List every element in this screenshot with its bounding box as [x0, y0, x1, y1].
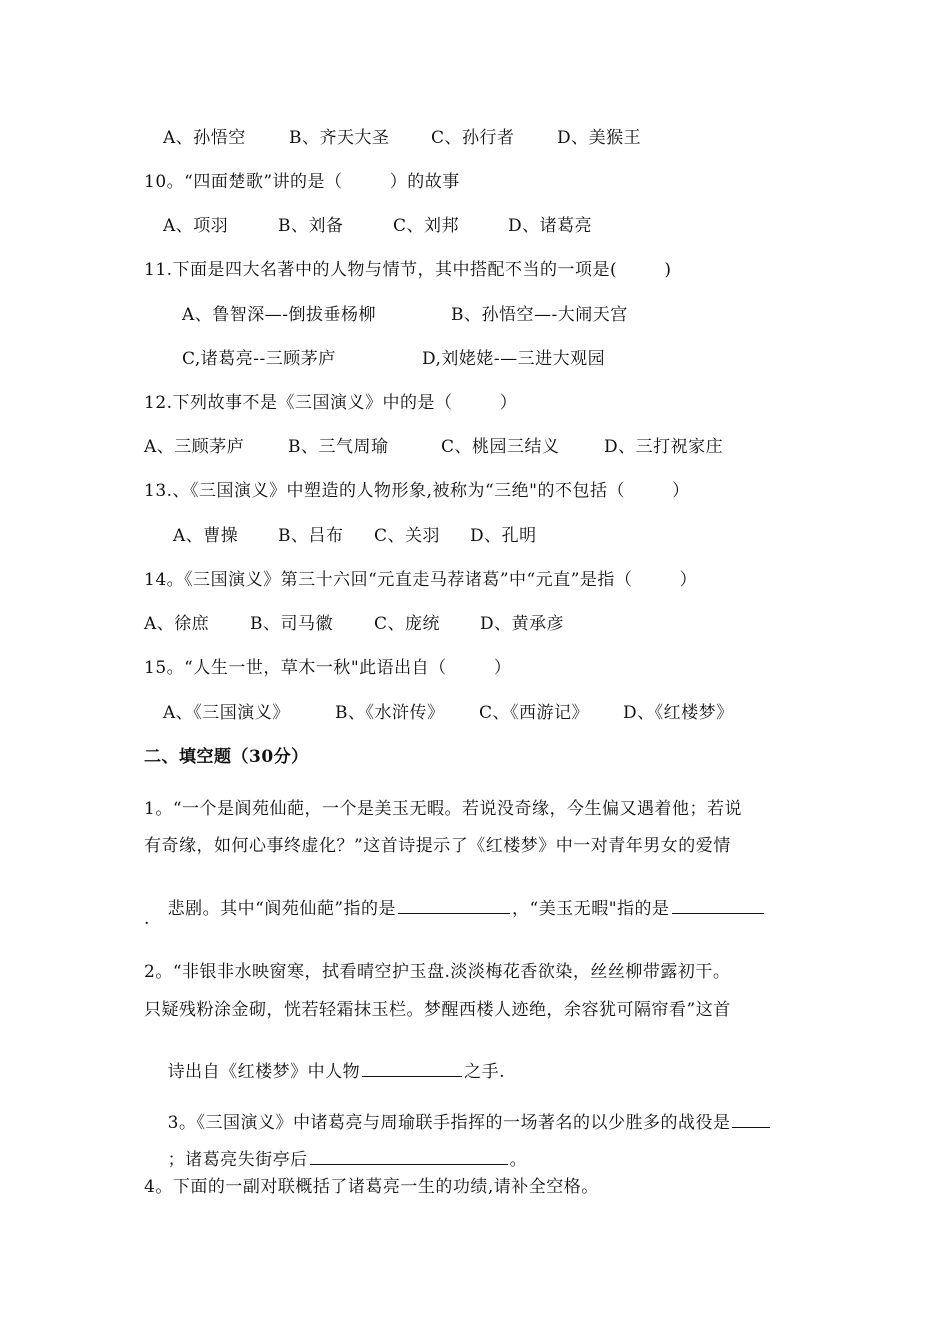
answer-blank[interactable] [398, 895, 510, 914]
q12-option-d: D、三打祝家庄 [604, 437, 724, 457]
fill2-line1: 2。“非银非水映窗寒，拭看晴空护玉盘.淡淡梅花香欲染，丝丝柳带露初干。 [144, 962, 731, 982]
q15-option-a: A、《三国演义》 [163, 703, 290, 723]
q15-option-c: C、《西游记》 [479, 703, 590, 723]
q9-option-a: A、孙悟空 [163, 128, 246, 148]
q12-option-a: A、三顾茅庐 [144, 437, 245, 457]
q9-option-d: D、美猴王 [557, 128, 642, 148]
q13-option-a: A、曹操 [173, 526, 239, 546]
q10-stem: 10。“四面楚歌”讲的是（ ）的故事 [144, 172, 460, 192]
answer-blank[interactable] [310, 1146, 508, 1165]
q11-option-c: C,诸葛亮--三顾茅庐 [182, 349, 336, 369]
q14-stem: 14。《三国演义》第三十六回“元直走马荐诸葛”中“元直”是指（ ） [144, 570, 698, 590]
q11-option-d: D,刘姥姥-—三进大观园 [422, 349, 606, 369]
q13-option-c: C、关羽 [374, 526, 441, 546]
q10-option-d: D、诸葛亮 [508, 216, 593, 236]
q13-option-d: D、孔明 [470, 526, 537, 546]
q9-option-c: C、孙行者 [431, 128, 515, 148]
q12-stem: 12.下列故事不是《三国演义》中的是（ ） [144, 393, 518, 413]
q14-option-a: A、徐庶 [144, 614, 210, 634]
q12-option-b: B、三气周瑜 [288, 437, 389, 457]
answer-blank[interactable] [732, 1109, 770, 1128]
q9-option-b: B、齐天大圣 [289, 128, 390, 148]
fill1-line3-text-b: ，“美玉无暇"指的是 [512, 899, 670, 919]
answer-blank[interactable] [362, 1058, 462, 1077]
fill1-line2: 有奇缘，如何心事终虚化？”这首诗提示了《红楼梦》中一对青年男女的爱情 [144, 836, 731, 856]
q10-option-a: A、项羽 [163, 216, 229, 236]
fill3-line2-text-b: 。 [509, 1150, 528, 1170]
q11-option-a: A、鲁智深—-倒拔垂杨柳 [182, 305, 377, 325]
q13-option-b: B、吕布 [278, 526, 344, 546]
answer-blank[interactable] [672, 895, 764, 914]
q14-option-c: C、庞统 [374, 614, 441, 634]
fill2-line3-text-b: 之手. [464, 1062, 506, 1082]
fill1-line3-text-a: 悲剧。其中“阆苑仙葩”指的是 [167, 899, 397, 919]
q14-option-d: D、黄承彦 [480, 614, 565, 634]
q15-option-d: D、《红楼梦》 [623, 703, 734, 723]
section-title: 二、填空题（30分） [144, 747, 309, 767]
q15-stem: 15。“人生一世，草木一秋"此语出自（ ） [144, 658, 512, 678]
q10-option-c: C、刘邦 [393, 216, 460, 236]
fill1-line3 [144, 873, 766, 942]
fill1-line1: 1。“一个是阆苑仙葩，一个是美玉无暇。若说没奇缘，今生偏又遇着他；若说 [144, 799, 743, 819]
fill2-line3-text-a: 诗出自《红楼梦》中人物 [167, 1062, 361, 1082]
fill2-line2: 只疑残粉涂金砌，恍若轻霜抹玉栏。梦醒西楼人迹绝，余容犹可隔帘看”这首 [144, 1000, 731, 1020]
q11-stem: 11.下面是四大名著中的人物与情节，其中搭配不当的一项是( ) [144, 260, 672, 280]
q13-stem: 13.、《三国演义》中塑造的人物形象,被称为“三绝"的不包括（ ） [144, 481, 690, 501]
fill4-line1: 4。下面的一副对联概括了诸葛亮一生的功绩,请补全空格。 [144, 1177, 599, 1197]
fill1-line4: . [144, 909, 150, 929]
fill3-line2-text-a: ；诸葛亮失街亭后 [167, 1150, 308, 1170]
q11-option-b: B、孙悟空—-大闹天宫 [451, 305, 628, 325]
q15-option-b: B、《水浒传》 [335, 703, 445, 723]
fill3-line1-text: 3。《三国演义》中诸葛亮与周瑜联手指挥的一场著名的以少胜多的战役是 [167, 1113, 731, 1133]
q14-option-b: B、司马徽 [250, 614, 333, 634]
q10-option-b: B、刘备 [278, 216, 344, 236]
q12-option-c: C、桃园三结义 [441, 437, 560, 457]
